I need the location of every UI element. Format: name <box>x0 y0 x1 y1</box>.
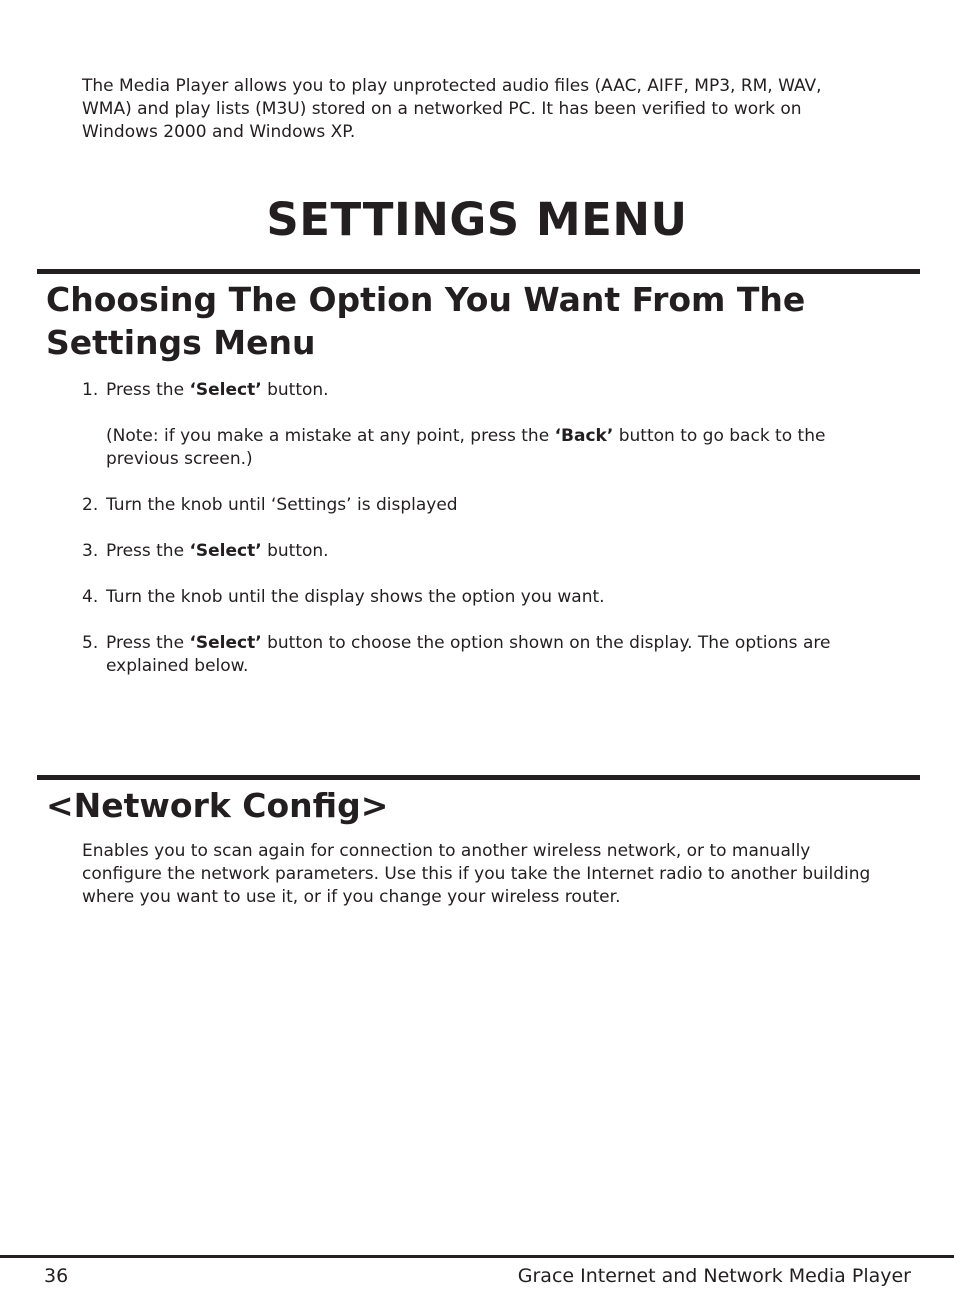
step-text-part: Turn the knob until ‘Settings’ is displayed <box>106 495 458 515</box>
step-text-part: Press the <box>106 541 190 561</box>
step-text-part: Press the <box>106 380 190 400</box>
page-title: SETTINGS MENU <box>266 193 688 246</box>
step-button-name: ‘Back’ <box>554 426 614 446</box>
step-text <box>106 632 872 678</box>
intro-paragraph: The Media Player allows you to play unprotected audio files (AAC, AIFF, MP3, RM, WAV, WMA) and play lists (M3U) stored on a networked PC. It has been verified to work on Windows 2000 and Windows XP. <box>82 76 822 142</box>
step-text-part: (Note: if you make a mistake at any point, press the <box>106 426 555 446</box>
step-number: 4. <box>82 587 99 607</box>
step-button-name: ‘Select’ <box>189 633 262 653</box>
step-text-part: button. <box>261 541 329 561</box>
section-divider <box>37 269 920 274</box>
steps-list <box>82 379 872 701</box>
page-number: 36 <box>44 1265 69 1287</box>
step-number: 3. <box>82 541 99 561</box>
step-text <box>106 586 872 609</box>
step-text-part: button to choose the option shown on the display. The options are explained below. <box>106 633 831 676</box>
step-item <box>82 586 872 609</box>
step-note <box>106 425 872 471</box>
network-config-description: Enables you to scan again for connection to another wireless network, or to manually configure the network parameters. Use this if you take the Internet radio to another building where you want to use it, or if you change your wireless router. <box>82 841 871 907</box>
step-item <box>82 540 872 563</box>
section-heading-settings: Choosing The Option You Want From The Settings Menu <box>46 280 806 362</box>
section-divider <box>37 775 920 780</box>
step-text-part: Press the <box>106 633 190 653</box>
step-number: 2. <box>82 495 99 515</box>
footer-title: Grace Internet and Network Media Player <box>517 1265 911 1287</box>
step-text-part: Turn the knob until the display shows the option you want. <box>106 587 605 607</box>
step-button-name: ‘Select’ <box>189 541 262 561</box>
step-number: 1. <box>82 380 99 400</box>
step-text <box>106 494 872 517</box>
step-item <box>82 494 872 517</box>
step-text-part: button to go back to the previous screen.) <box>106 426 826 469</box>
step-text-part: button. <box>261 380 329 400</box>
step-button-name: ‘Select’ <box>189 380 262 400</box>
step-text <box>106 540 872 563</box>
step-text <box>106 379 872 402</box>
step-item <box>82 632 872 678</box>
section-heading-network-config: <Network Config> <box>46 786 389 825</box>
footer-divider <box>0 1255 954 1258</box>
step-item <box>82 379 872 471</box>
step-number: 5. <box>82 633 99 653</box>
